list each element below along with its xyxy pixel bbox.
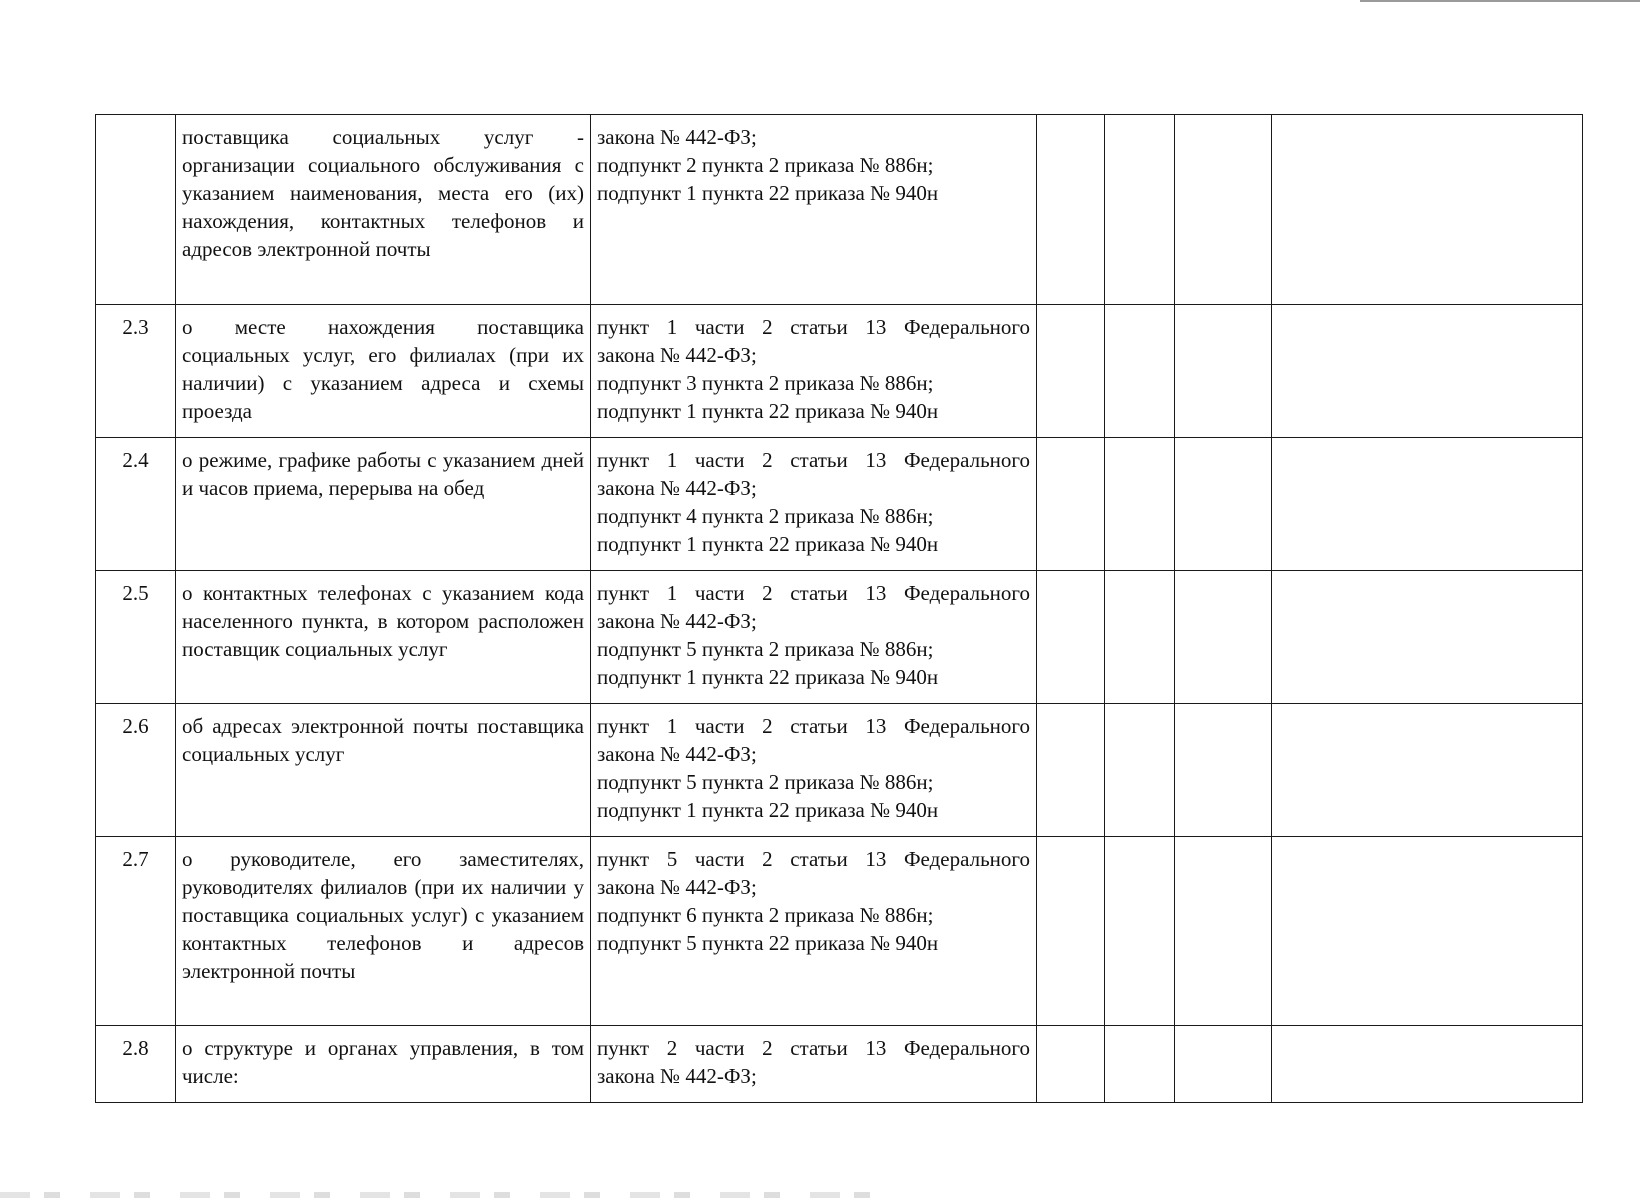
row-description: о режиме, графике работы с указанием дней и часов приема, перерыва на обед <box>176 438 591 571</box>
reference-line: подпункт 1 пункта 22 приказа № 940н <box>597 665 939 689</box>
reference-line: подпункт 5 пункта 2 приказа № 886н; <box>597 637 934 661</box>
empty-cell <box>1272 115 1583 305</box>
empty-cell <box>1272 1026 1583 1103</box>
reference-line: пункт 1 части 2 статьи 13 Федерального <box>597 581 1030 605</box>
empty-cell <box>1105 704 1175 837</box>
row-legal-reference <box>591 115 1037 305</box>
empty-cell <box>1175 704 1272 837</box>
reference-line: закона № 442-ФЗ; <box>597 125 757 149</box>
empty-cell <box>1105 305 1175 438</box>
reference-line: закона № 442-ФЗ; <box>597 476 757 500</box>
reference-line: подпункт 1 пункта 22 приказа № 940н <box>597 399 939 423</box>
reference-line: подпункт 3 пункта 2 приказа № 886н; <box>597 371 934 395</box>
requirements-table <box>95 114 1583 1103</box>
row-description: о руководителе, его заместителях, руководителях филиалов (при их наличии у поставщика социальных услуг) с указанием контактных телефонов и адресов электронной почты <box>176 837 591 1026</box>
table-row <box>96 438 1583 571</box>
empty-cell <box>1105 837 1175 1026</box>
empty-cell <box>1105 115 1175 305</box>
row-number: 2.5 <box>96 571 176 704</box>
reference-line: подпункт 4 пункта 2 приказа № 886н; <box>597 504 934 528</box>
table-row <box>96 571 1583 704</box>
reference-line: пункт 1 части 2 статьи 13 Федерального <box>597 315 1030 339</box>
empty-cell <box>1037 305 1105 438</box>
row-legal-reference <box>591 305 1037 438</box>
empty-cell <box>1272 305 1583 438</box>
reference-line: закона № 442-ФЗ; <box>597 1064 757 1088</box>
empty-cell <box>1105 571 1175 704</box>
empty-cell <box>1175 305 1272 438</box>
row-description: об адресах электронной почты поставщика социальных услуг <box>176 704 591 837</box>
reference-line: закона № 442-ФЗ; <box>597 742 757 766</box>
table-row <box>96 1026 1583 1103</box>
empty-cell <box>1037 837 1105 1026</box>
row-legal-reference <box>591 438 1037 571</box>
scan-bottom-artifact <box>0 1192 900 1198</box>
empty-cell <box>1037 1026 1105 1103</box>
scan-edge-mark <box>1360 0 1640 2</box>
reference-line: пункт 5 части 2 статьи 13 Федерального <box>597 847 1030 871</box>
row-legal-reference <box>591 837 1037 1026</box>
empty-cell <box>1272 837 1583 1026</box>
row-number: 2.4 <box>96 438 176 571</box>
reference-line: пункт 1 части 2 статьи 13 Федерального <box>597 714 1030 738</box>
empty-cell <box>1037 571 1105 704</box>
table-row <box>96 704 1583 837</box>
empty-cell <box>1175 571 1272 704</box>
reference-line: подпункт 6 пункта 2 приказа № 886н; <box>597 903 934 927</box>
empty-cell <box>1175 1026 1272 1103</box>
table-row <box>96 305 1583 438</box>
table-row <box>96 837 1583 1026</box>
empty-cell <box>1272 438 1583 571</box>
empty-cell <box>1175 115 1272 305</box>
empty-cell <box>1272 571 1583 704</box>
reference-line: пункт 1 части 2 статьи 13 Федерального <box>597 448 1030 472</box>
row-legal-reference <box>591 1026 1037 1103</box>
reference-line: закона № 442-ФЗ; <box>597 875 757 899</box>
empty-cell <box>1105 1026 1175 1103</box>
reference-line: подпункт 5 пункта 2 приказа № 886н; <box>597 770 934 794</box>
row-legal-reference <box>591 571 1037 704</box>
reference-line: подпункт 2 пункта 2 приказа № 886н; <box>597 153 934 177</box>
empty-cell <box>1175 837 1272 1026</box>
row-description: поставщика социальных услуг - организации социального обслуживания с указанием наименования, места его (их) нахождения, контактных телефонов и адресов электронной почты <box>176 115 591 305</box>
row-number: 2.6 <box>96 704 176 837</box>
reference-line: пункт 2 части 2 статьи 13 Федерального <box>597 1036 1030 1060</box>
row-description: о структуре и органах управления, в том числе: <box>176 1026 591 1103</box>
empty-cell <box>1105 438 1175 571</box>
empty-cell <box>1272 704 1583 837</box>
row-legal-reference <box>591 704 1037 837</box>
empty-cell <box>1175 438 1272 571</box>
row-number <box>96 115 176 305</box>
row-number: 2.7 <box>96 837 176 1026</box>
empty-cell <box>1037 704 1105 837</box>
row-number: 2.8 <box>96 1026 176 1103</box>
table-row <box>96 115 1583 305</box>
reference-line: закона № 442-ФЗ; <box>597 343 757 367</box>
reference-line: закона № 442-ФЗ; <box>597 609 757 633</box>
row-description: о месте нахождения поставщика социальных услуг, его филиалах (при их наличии) с указанием адреса и схемы проезда <box>176 305 591 438</box>
empty-cell <box>1037 115 1105 305</box>
reference-line: подпункт 5 пункта 22 приказа № 940н <box>597 931 939 955</box>
reference-line: подпункт 1 пункта 22 приказа № 940н <box>597 181 939 205</box>
reference-line: подпункт 1 пункта 22 приказа № 940н <box>597 532 939 556</box>
row-description: о контактных телефонах с указанием кода населенного пункта, в котором расположен поставщик социальных услуг <box>176 571 591 704</box>
row-number: 2.3 <box>96 305 176 438</box>
empty-cell <box>1037 438 1105 571</box>
reference-line: подпункт 1 пункта 22 приказа № 940н <box>597 798 939 822</box>
